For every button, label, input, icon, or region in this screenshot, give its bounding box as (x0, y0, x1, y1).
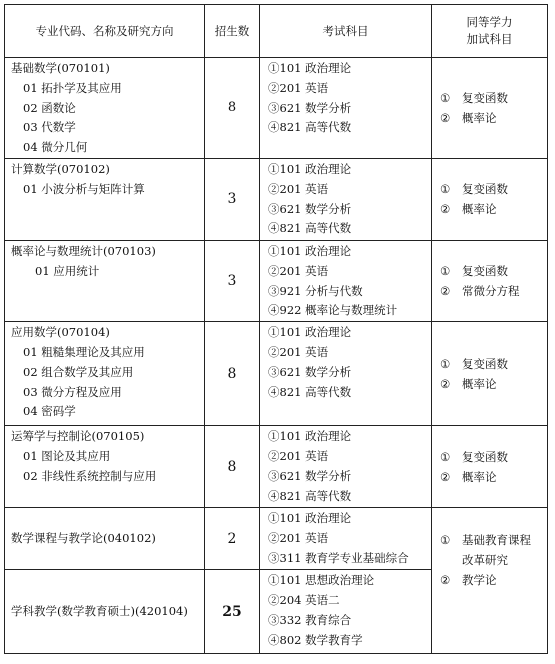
extra-item: ① 复变函数 (440, 449, 508, 464)
exam-item: ④802 数学教育学 (268, 632, 363, 647)
exam-item: ②201 英语 (268, 181, 329, 196)
table-row (5, 58, 548, 159)
exam-item: ①101 思想政治理论 (268, 573, 375, 588)
direction-item: 02 组合数学及其应用 (23, 364, 134, 379)
exam-item: ①101 政治理论 (268, 429, 352, 444)
exam-item: ①101 政治理论 (268, 325, 352, 340)
exam-item: ③621 数学分析 (268, 100, 352, 115)
enroll-count: 25 (205, 570, 260, 654)
major-cell (5, 58, 205, 159)
header-extra (432, 5, 548, 58)
enroll-count: 3 (205, 158, 260, 240)
header-enroll: 招生数 (205, 5, 260, 58)
major-name: 基础数学(070101) (11, 61, 110, 75)
major-name: 数学课程与教学论(040102) (11, 530, 156, 545)
major-name: 计算数学(070102) (11, 161, 110, 176)
exam-item: ②201 英语 (268, 80, 329, 95)
exam-item: ④821 高等代数 (268, 120, 352, 135)
header-extra-line2: 加试科目 (466, 32, 513, 46)
header-exams: 考试科目 (260, 5, 432, 58)
direction-item: 01 图论及其应用 (23, 448, 111, 463)
exam-item: ③621 数学分析 (268, 468, 352, 483)
extra-item: ① 基础教育课程改革研究 (440, 533, 531, 568)
table-row (5, 322, 548, 426)
extra-item: ② 概率论 (440, 110, 497, 125)
direction-item: 01 应用统计 (35, 263, 100, 278)
direction-item: 01 小波分析与矩阵计算 (23, 181, 145, 196)
extra-item: ② 概率论 (440, 376, 497, 391)
major-name: 学科教学(数学教育硕士)(420104) (11, 603, 188, 618)
direction-item: 04 微分几何 (23, 140, 88, 155)
exam-cell (260, 322, 432, 426)
table-row (5, 240, 548, 321)
major-cell (5, 570, 205, 654)
exam-cell (260, 570, 432, 654)
exam-item: ③921 分析与代数 (268, 283, 363, 298)
enroll-count: 2 (205, 508, 260, 570)
extra-cell (432, 240, 548, 321)
admission-table (4, 4, 548, 654)
exam-cell (260, 508, 432, 570)
enroll-count: 8 (205, 322, 260, 426)
major-name: 概率论与数理统计(070103) (11, 243, 156, 258)
exam-item: ③621 数学分析 (268, 364, 352, 379)
exam-item: ①101 政治理论 (268, 243, 352, 258)
table-row (5, 158, 548, 240)
header-extra-line1: 同等学力 (466, 15, 513, 29)
major-cell (5, 240, 205, 321)
exam-cell (260, 158, 432, 240)
exam-item: ④821 高等代数 (268, 384, 352, 399)
major-cell (5, 158, 205, 240)
table-row (5, 426, 548, 508)
table-header-row (5, 5, 548, 58)
direction-item: 04 密码学 (23, 404, 76, 419)
extra-item: ② 常微分方程 (440, 284, 520, 299)
exam-cell (260, 58, 432, 159)
header-major: 专业代码、名称及研究方向 (5, 5, 205, 58)
exam-item: ②204 英语二 (268, 592, 340, 607)
exam-item: ②201 英语 (268, 448, 329, 463)
extra-item: ② 概率论 (440, 469, 497, 484)
direction-item: 02 函数论 (23, 100, 76, 115)
direction-item: 03 代数学 (23, 120, 76, 135)
exam-item: ④922 概率论与数理统计 (268, 303, 398, 318)
direction-item: 01 拓扑学及其应用 (23, 80, 122, 95)
exam-item: ③621 数学分析 (268, 201, 352, 216)
extra-cell (432, 426, 548, 508)
extra-cell (432, 508, 548, 654)
extra-item: ① 复变函数 (440, 90, 508, 105)
direction-item: 03 微分方程及应用 (23, 384, 122, 399)
exam-item: ②201 英语 (268, 344, 329, 359)
extra-cell (432, 58, 548, 159)
exam-item: ③311 教育学专业基础综合 (268, 550, 409, 565)
direction-item: 01 粗糙集理论及其应用 (23, 344, 145, 359)
exam-item: ①101 政治理论 (268, 161, 352, 176)
major-name: 运筹学与控制论(070105) (11, 429, 145, 444)
exam-item: ③332 教育综合 (268, 612, 352, 627)
extra-item: ② 教学论 (440, 573, 497, 588)
exam-cell (260, 240, 432, 321)
admission-table-wrapper (4, 4, 547, 654)
extra-cell (432, 158, 548, 240)
major-cell (5, 322, 205, 426)
exam-cell (260, 426, 432, 508)
extra-item: ① 复变函数 (440, 356, 508, 371)
major-cell (5, 426, 205, 508)
exam-item: ①101 政治理论 (268, 511, 352, 526)
major-name: 应用数学(070104) (11, 325, 110, 340)
extra-cell (432, 322, 548, 426)
enroll-count: 3 (205, 240, 260, 321)
exam-item: ④821 高等代数 (268, 221, 352, 236)
extra-item: ② 概率论 (440, 202, 497, 217)
table-row (5, 508, 548, 570)
extra-item: ① 复变函数 (440, 264, 508, 279)
exam-item: ②201 英语 (268, 530, 329, 545)
enroll-count: 8 (205, 58, 260, 159)
enroll-count: 8 (205, 426, 260, 508)
extra-item: ① 复变函数 (440, 182, 508, 197)
exam-item: ①101 政治理论 (268, 61, 352, 75)
exam-item: ②201 英语 (268, 263, 329, 278)
direction-item: 02 非线性系统控制与应用 (23, 468, 157, 483)
exam-item: ④821 高等代数 (268, 488, 352, 503)
major-cell (5, 508, 205, 570)
